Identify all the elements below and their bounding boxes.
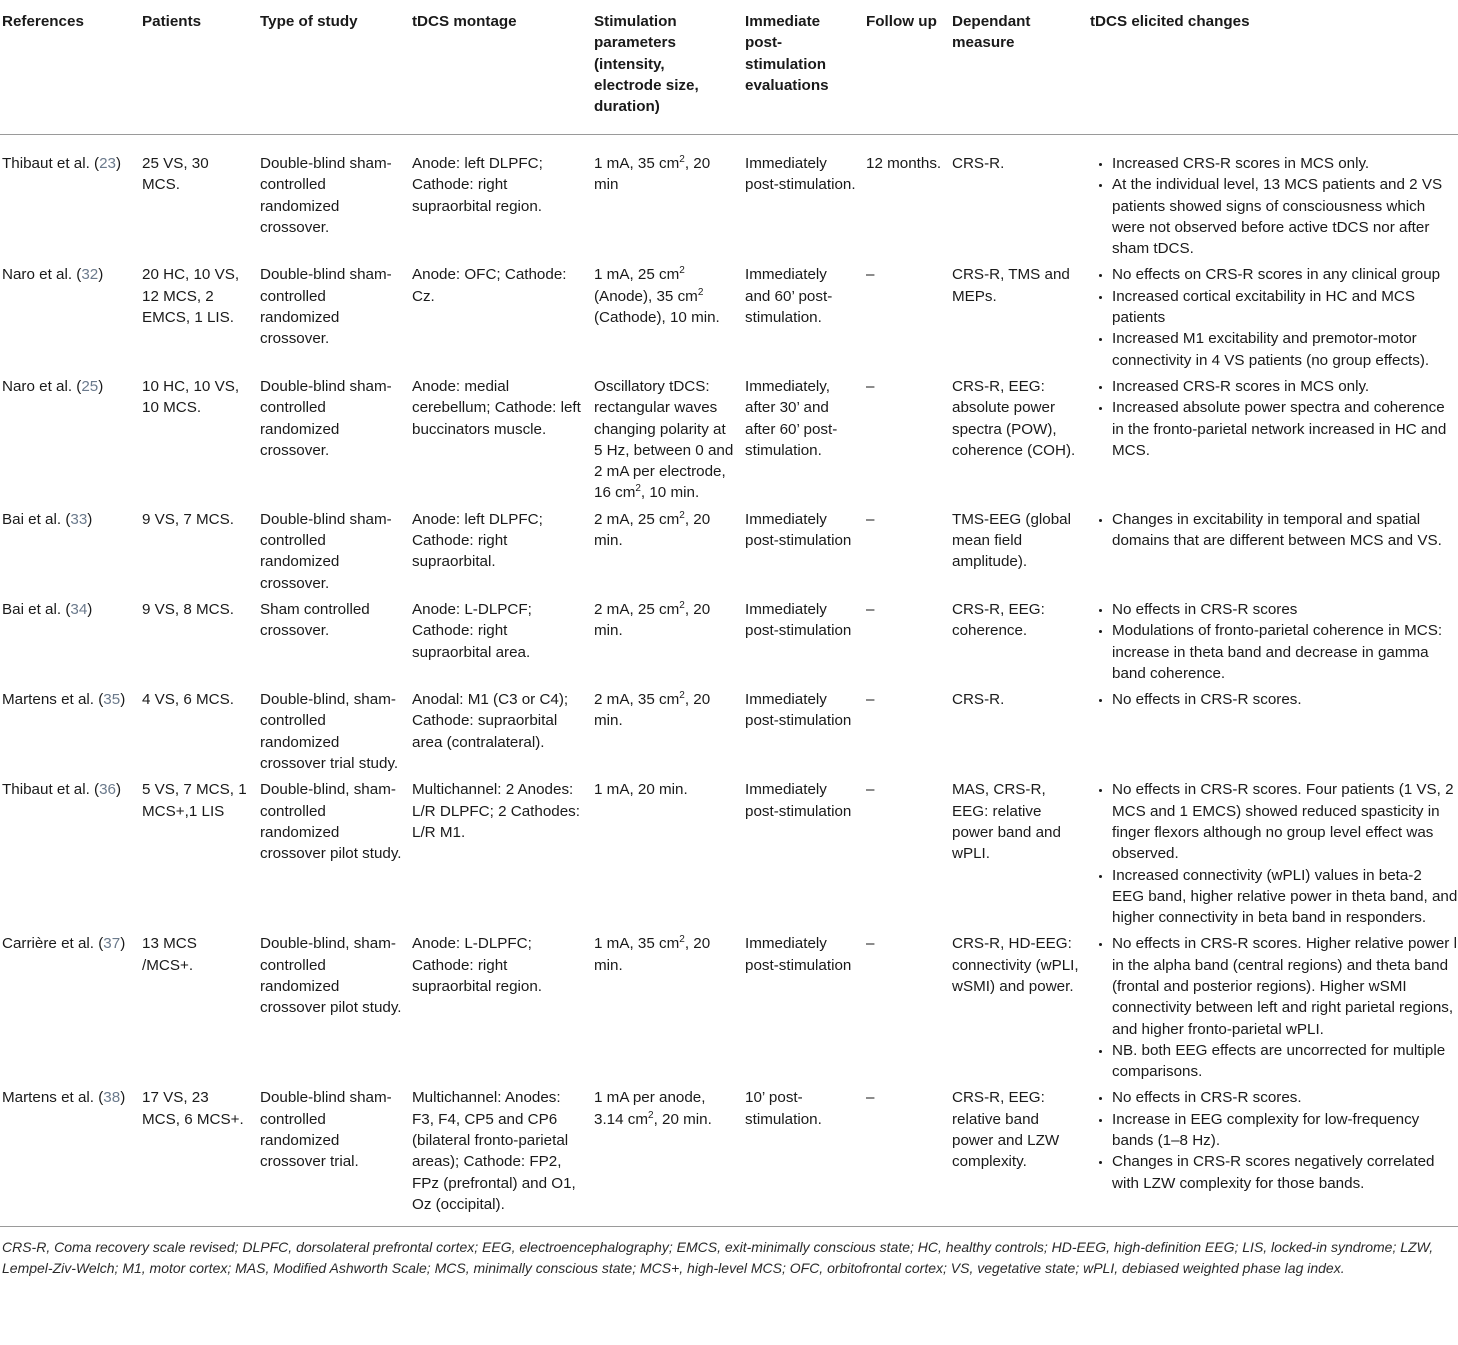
reference-cell: Martens et al. (35) bbox=[2, 691, 126, 709]
table-header bbox=[0, 0, 1458, 135]
evaluation-cell: Immediately post-stimulation bbox=[745, 935, 852, 974]
citation-link[interactable]: 36 bbox=[99, 781, 116, 799]
montage-cell: Anodal: M1 (C3 or C4); Cathode: supraorbital area (contralateral). bbox=[412, 691, 569, 751]
change-item: • Modulations of fronto-parietal coherence in MCS: increase in theta band and decrease in gamma band coherence. bbox=[1112, 620, 1458, 684]
table-row bbox=[0, 689, 1458, 779]
changes-cell bbox=[1090, 264, 1458, 375]
author: Bai et al. bbox=[2, 600, 62, 618]
measure-cell: CRS-R, EEG: relative band power and LZW complexity. bbox=[952, 1089, 1060, 1171]
evaluation-cell: Immediately post-stimulation bbox=[745, 781, 852, 820]
measure-cell: CRS-R, EEG: coherence. bbox=[952, 600, 1045, 640]
change-item: • Changes in CRS-R scores negatively correlated with LZW complexity for those bands. bbox=[1112, 1151, 1458, 1194]
change-item: • No effects in CRS-R scores. Higher relative power l in the alpha band (central regions) and theta band (frontal and posterior regions). Higher wSMI connectivity between left and right parietal regions, and higher fronto-parietal wPLI. bbox=[1112, 933, 1458, 1039]
study-type-cell: Double-blind, sham-controlled randomized crossover pilot study. bbox=[260, 935, 402, 1017]
changes-cell bbox=[1090, 689, 1458, 779]
parameters-cell: 1 mA, 25 $cm^2$ (Anode), 35 $cm^2$ (Cathode), 10 min. bbox=[594, 265, 720, 327]
evaluation-cell: Immediately post-stimulation. bbox=[745, 155, 856, 194]
citation-link[interactable]: 33 bbox=[70, 510, 88, 528]
study-type-cell: Double-blind sham-controlled randomized crossover. bbox=[260, 510, 392, 592]
change-item: • Changes in excitability in temporal and spatial domains that are different between MCS and VS. bbox=[1112, 509, 1458, 552]
follow-up-cell: – bbox=[866, 691, 875, 709]
measure-cell: TMS-EEG (global mean field amplitude). bbox=[952, 510, 1072, 571]
changes-list bbox=[1090, 689, 1458, 710]
parameters-cell: 2 mA, 25 $cm^2$, 20 min. bbox=[594, 509, 711, 550]
montage-cell: Multichannel: Anodes: F3, F4, CP5 and CP6 (bilateral fronto-parietal areas); Cathode: FP2, FPz (prefrontal) and O1, Oz (occipital). bbox=[412, 1089, 576, 1213]
author: Naro et al. bbox=[2, 377, 73, 395]
citation-link[interactable]: 37 bbox=[103, 935, 121, 953]
follow-up-cell: 12 months. bbox=[866, 155, 942, 172]
author: Thibaut et al. bbox=[2, 781, 90, 799]
changes-cell bbox=[1090, 376, 1458, 509]
citation-link[interactable]: 34 bbox=[70, 600, 88, 618]
author: Martens et al. bbox=[2, 691, 95, 709]
change-item: • NB. both EEG effects are uncorrected for multiple comparisons. bbox=[1112, 1040, 1458, 1083]
citation-link[interactable]: 38 bbox=[103, 1089, 121, 1107]
table-bottom-rule bbox=[0, 1226, 1458, 1227]
changes-cell bbox=[1090, 1087, 1458, 1220]
parameters-cell: 1 mA, 35 $cm^2$, 20 min. bbox=[594, 934, 711, 974]
patients-cell: 20 HC, 10 VS, 12 MCS, 2 EMCS, 1 LIS. bbox=[142, 266, 240, 327]
follow-up-cell: – bbox=[866, 935, 875, 953]
study-type-cell: Double-blind, sham-controlled randomized crossover pilot study. bbox=[260, 781, 402, 863]
table-row bbox=[0, 376, 1458, 509]
changes-cell bbox=[1090, 933, 1458, 1087]
measure-cell: CRS-R. bbox=[952, 691, 1005, 709]
table-row bbox=[0, 264, 1458, 375]
change-item: • No effects in CRS-R scores. bbox=[1112, 1087, 1458, 1108]
montage-cell: Anode: L-DLPCF; Cathode: right supraorbital area. bbox=[412, 600, 532, 661]
patients-cell: 9 VS, 7 MCS. bbox=[142, 510, 235, 528]
patients-cell: 4 VS, 6 MCS. bbox=[142, 691, 235, 709]
study-type-cell: Double-blind sham-controlled randomized crossover trial. bbox=[260, 1089, 392, 1171]
reference-cell: Naro et al. (32) bbox=[2, 266, 104, 284]
citation-link[interactable]: 32 bbox=[81, 266, 99, 284]
changes-list bbox=[1090, 933, 1458, 1082]
table-row bbox=[0, 933, 1458, 1087]
change-item: • Increased M1 excitability and premotor-motor connectivity in 4 VS patients (no group effects). bbox=[1112, 328, 1458, 371]
column-header: Dependant measure bbox=[952, 0, 1090, 135]
change-item: • No effects in CRS-R scores. Four patients (1 VS, 2 MCS and 1 EMCS) showed reduced spasticity in finger flexors although no group level effect was observed. bbox=[1112, 779, 1458, 864]
evaluation-cell: Immediately post-stimulation bbox=[745, 600, 852, 640]
montage-cell: Anode: left DLPFC; Cathode: right supraorbital region. bbox=[412, 155, 543, 215]
changes-list bbox=[1090, 376, 1458, 461]
montage-cell: Anode: OFC; Cathode: Cz. bbox=[412, 266, 567, 305]
evaluation-cell: Immediately and 60’ post-stimulation. bbox=[745, 266, 833, 327]
reference-cell: Thibaut et al. (23) bbox=[2, 155, 122, 172]
table-row bbox=[0, 779, 1458, 933]
change-item: • Increased connectivity (wPLI) values in beta-2 EEG band, higher relative power in theta band, and higher connectivity in beta band in responders. bbox=[1112, 865, 1458, 929]
patients-cell: 13 MCS /MCS+. bbox=[142, 935, 197, 974]
column-header: tDCS montage bbox=[412, 0, 594, 135]
patients-cell: 10 HC, 10 VS, 10 MCS. bbox=[142, 377, 240, 417]
montage-cell: Multichannel: 2 Anodes: L/R DLPFC; 2 Cathodes: L/R M1. bbox=[412, 781, 580, 841]
change-item: • At the individual level, 13 MCS patients and 2 VS patients showed signs of consciousness which were not observed before active tDCS nor after sham tDCS. bbox=[1112, 174, 1458, 259]
study-type-cell: Double-blind, sham-controlled randomized crossover trial study. bbox=[260, 691, 399, 773]
table-row bbox=[0, 509, 1458, 599]
reference-cell: Carrière et al. (37) bbox=[2, 935, 126, 953]
author: Thibaut et al. bbox=[2, 155, 90, 172]
measure-cell: CRS-R, EEG: absolute power spectra (POW), coherence (COH). bbox=[952, 377, 1076, 459]
evaluation-cell: Immediately post-stimulation bbox=[745, 691, 852, 730]
author: Martens et al. bbox=[2, 1089, 95, 1107]
patients-cell: 9 VS, 8 MCS. bbox=[142, 600, 235, 618]
column-header: References bbox=[0, 0, 142, 135]
changes-cell bbox=[1090, 135, 1458, 265]
column-header: Immediate post-stimulation evaluations bbox=[745, 0, 866, 135]
montage-cell: Anode: medial cerebellum; Cathode: left buccinators muscle. bbox=[412, 377, 581, 438]
changes-list bbox=[1090, 153, 1458, 259]
changes-list bbox=[1090, 509, 1458, 552]
column-header: Patients bbox=[142, 0, 260, 135]
follow-up-cell: – bbox=[866, 1089, 875, 1107]
change-item: • No effects in CRS-R scores. bbox=[1112, 689, 1458, 710]
table-body bbox=[0, 135, 1458, 1221]
reference-cell: Thibaut et al. (36) bbox=[2, 781, 122, 799]
column-header: tDCS elicited changes bbox=[1090, 0, 1458, 135]
header-row bbox=[0, 0, 1458, 135]
follow-up-cell: – bbox=[866, 377, 875, 395]
parameters-cell: 2 mA, 25 $cm^2$, 20 min. bbox=[594, 599, 711, 640]
changes-list bbox=[1090, 599, 1458, 684]
montage-cell: Anode: L-DLPFC; Cathode: right supraorbital region. bbox=[412, 935, 543, 995]
change-item: • No effects on CRS-R scores in any clinical group bbox=[1112, 264, 1458, 285]
changes-cell bbox=[1090, 779, 1458, 933]
parameters-cell: 1 mA, 20 min. bbox=[594, 781, 688, 799]
patients-cell: 17 VS, 23 MCS, 6 MCS+. bbox=[142, 1089, 244, 1128]
changes-list bbox=[1090, 779, 1458, 928]
reference-cell: Bai et al. (33) bbox=[2, 510, 93, 528]
change-item: • Increased CRS-R scores in MCS only. bbox=[1112, 153, 1458, 174]
changes-cell bbox=[1090, 509, 1458, 599]
measure-cell: CRS-R, HD-EEG: connectivity (wPLI, wSMI) and power. bbox=[952, 935, 1079, 995]
footnote: CRS-R, Coma recovery scale revised; DLPFC, dorsolateral prefrontal cortex; EEG, electroencephalography; EMCS, exit-minimally conscious state; HC, healthy controls; HD-EEG, high-definition EEG; LIS, locked-in syndrome; LZW, Lempel-Ziv-Welch; M1, motor cortex; MAS, Modified Ashworth Scale; MCS, minimally conscious state; MCS+, high-level MCS; OFC, orbitofrontal cortex; VS, vegetative state; wPLI, debiased weighted phase lag index. bbox=[2, 1239, 1434, 1276]
evaluation-cell: Immediately post-stimulation bbox=[745, 510, 852, 550]
author: Bai et al. bbox=[2, 510, 62, 528]
study-type-cell: Sham controlled crossover. bbox=[260, 600, 370, 640]
reference-cell: Naro et al. (25) bbox=[2, 377, 104, 395]
follow-up-cell: – bbox=[866, 266, 875, 284]
measure-cell: CRS-R, TMS and MEPs. bbox=[952, 266, 1070, 305]
change-item: • Increased cortical excitability in HC and MCS patients bbox=[1112, 286, 1458, 329]
reference-cell: Martens et al. (38) bbox=[2, 1089, 126, 1107]
measure-cell: MAS, CRS-R, EEG: relative power band and wPLI. bbox=[952, 781, 1061, 863]
parameters-cell: 1 mA, 35 $cm^2$, 20 min bbox=[594, 154, 711, 194]
change-item: • Increased CRS-R scores in MCS only. bbox=[1112, 376, 1458, 397]
parameters-cell: Oscillatory tDCS: rectangular waves changing polarity at 5 Hz, between 0 and 2 mA per electrode, 16 $cm^2$, 10 min. bbox=[594, 377, 734, 502]
measure-cell: CRS-R. bbox=[952, 155, 1005, 172]
evaluation-cell: 10’ post-stimulation. bbox=[745, 1089, 822, 1128]
table-row bbox=[0, 599, 1458, 689]
change-item: • Increase in EEG complexity for low-frequency bands (1–8 Hz). bbox=[1112, 1109, 1458, 1152]
column-header: Stimulation parameters (intensity, electrode size, duration) bbox=[594, 0, 745, 135]
citation-link[interactable]: 35 bbox=[103, 691, 121, 709]
table-row bbox=[0, 135, 1458, 265]
author: Carrière et al. bbox=[2, 935, 95, 953]
parameters-cell: 1 mA per anode, 3.14 $cm^2$, 20 min. bbox=[594, 1089, 712, 1128]
change-item: • No effects in CRS-R scores bbox=[1112, 599, 1458, 620]
parameters-cell: 2 mA, 35 $cm^2$, 20 min. bbox=[594, 690, 711, 730]
study-type-cell: Double-blind sham-controlled randomized crossover. bbox=[260, 377, 392, 459]
change-item: • Increased absolute power spectra and coherence in the fronto-parietal network increased in HC and MCS. bbox=[1112, 397, 1458, 461]
follow-up-cell: – bbox=[866, 600, 875, 618]
column-header: Follow up bbox=[866, 0, 952, 135]
follow-up-cell: – bbox=[866, 510, 875, 528]
patients-cell: 5 VS, 7 MCS, 1 MCS+,1 LIS bbox=[142, 781, 247, 820]
changes-cell bbox=[1090, 599, 1458, 689]
study-type-cell: Double-blind sham-controlled randomized crossover. bbox=[260, 266, 392, 348]
follow-up-cell: – bbox=[866, 781, 875, 799]
changes-list bbox=[1090, 264, 1458, 370]
table-row bbox=[0, 1087, 1458, 1220]
author: Naro et al. bbox=[2, 266, 73, 284]
citation-link[interactable]: 25 bbox=[81, 377, 99, 395]
montage-cell: Anode: left DLPFC; Cathode: right supraorbital. bbox=[412, 510, 543, 571]
citation-link[interactable]: 23 bbox=[99, 155, 116, 172]
column-header: Type of study bbox=[260, 0, 412, 135]
study-type-cell: Double-blind sham-controlled randomized crossover. bbox=[260, 155, 392, 236]
reference-cell: Bai et al. (34) bbox=[2, 600, 93, 618]
patients-cell: 25 VS, 30 MCS. bbox=[142, 155, 209, 194]
changes-list bbox=[1090, 1087, 1458, 1193]
evaluation-cell: Immediately, after 30’ and after 60’ post-stimulation. bbox=[745, 377, 838, 459]
